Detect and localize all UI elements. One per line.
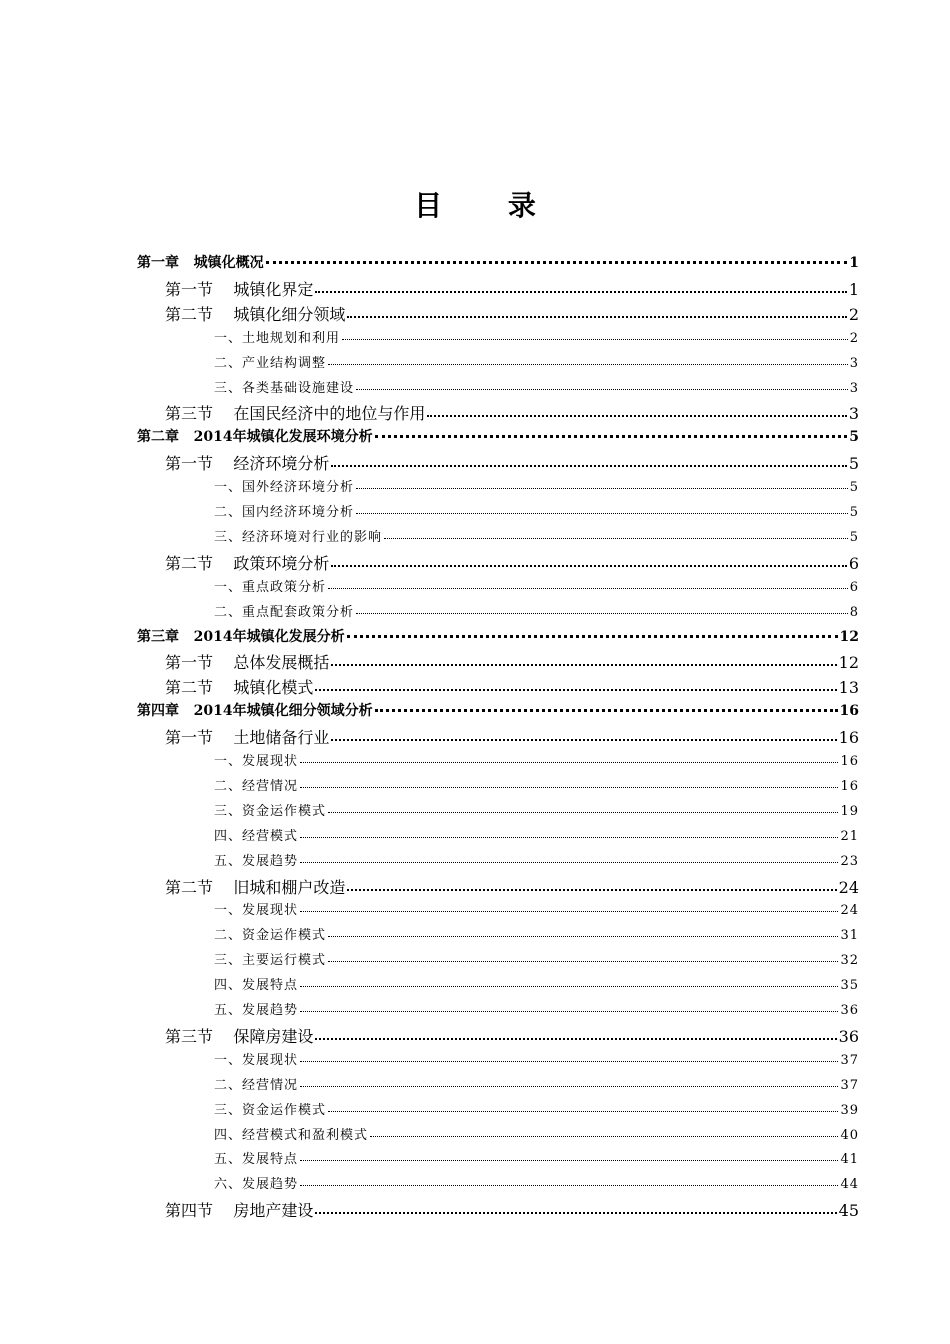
toc-dot-leader bbox=[328, 1110, 838, 1112]
toc-page-number: 5 bbox=[849, 429, 859, 446]
toc-entry-label: 三、各类基础设施建设 bbox=[214, 380, 355, 396]
toc-dot-leader bbox=[427, 414, 846, 417]
toc-entry-level3[interactable] bbox=[214, 924, 859, 943]
toc-entry-level3[interactable] bbox=[214, 1124, 859, 1143]
toc-page-number: 3 bbox=[849, 355, 859, 371]
toc-entry-label: 三、经济环境对行业的影响 bbox=[214, 529, 383, 545]
toc-page-number: 6 bbox=[848, 553, 859, 573]
toc-page-number: 16 bbox=[838, 728, 859, 748]
toc-entry-level3[interactable] bbox=[214, 750, 859, 769]
toc-page-number: 24 bbox=[840, 903, 859, 919]
toc-entry-level2[interactable] bbox=[165, 650, 859, 673]
toc-entry-level3[interactable] bbox=[214, 1099, 859, 1118]
toc-dot-leader bbox=[328, 363, 848, 365]
toc-entry-label: 四、经营模式 bbox=[214, 828, 299, 844]
toc-entry-label: 第一节 土地储备行业 bbox=[165, 728, 330, 748]
toc-dot-leader bbox=[315, 290, 846, 293]
toc-page-number: 12 bbox=[839, 628, 859, 645]
toc-entry-level2[interactable] bbox=[165, 1198, 859, 1221]
toc-page-number: 16 bbox=[839, 703, 859, 720]
toc-entry-level3[interactable] bbox=[214, 1049, 859, 1068]
toc-entry-label: 第一节 经济环境分析 bbox=[165, 454, 330, 474]
toc-entry-label: 一、重点政策分析 bbox=[214, 579, 327, 595]
toc-entry-label: 第二章 2014年城镇化发展环境分析 bbox=[137, 429, 373, 446]
toc-entry-level2[interactable] bbox=[165, 277, 859, 300]
toc-dot-leader bbox=[384, 537, 848, 539]
toc-dot-leader bbox=[331, 464, 846, 467]
toc-entry-level3[interactable] bbox=[214, 775, 859, 794]
toc-entry-label: 第一节 总体发展概括 bbox=[165, 653, 330, 673]
toc-entry-label: 第二节 旧城和棚户改造 bbox=[165, 877, 346, 897]
toc-dot-leader bbox=[331, 564, 846, 567]
toc-entry-label: 第一章 城镇化概况 bbox=[137, 255, 264, 271]
toc-dot-leader bbox=[300, 1010, 838, 1012]
toc-page-number: 5 bbox=[849, 505, 859, 520]
toc-entry-label: 第一节 城镇化界定 bbox=[165, 279, 314, 299]
toc-entry-level2[interactable] bbox=[165, 1024, 859, 1047]
toc-entry-label: 二、产业结构调整 bbox=[214, 355, 327, 371]
toc-entry-level3[interactable] bbox=[214, 327, 859, 346]
toc-entry-level2[interactable] bbox=[165, 302, 859, 325]
toc-page-number: 19 bbox=[840, 803, 859, 819]
toc-dot-leader bbox=[300, 1060, 838, 1062]
toc-entry-label: 第三章 2014年城镇化发展分析 bbox=[137, 628, 345, 645]
toc-page-number: 23 bbox=[840, 853, 859, 869]
toc-entry-label: 三、资金运作模式 bbox=[214, 1102, 327, 1118]
toc-entry-level3[interactable] bbox=[214, 1173, 859, 1192]
toc-entry-label: 第二节 政策环境分析 bbox=[165, 553, 330, 573]
toc-page-number: 1 bbox=[849, 255, 859, 271]
toc-page-number: 5 bbox=[848, 454, 859, 474]
toc-entry-level2[interactable] bbox=[165, 551, 859, 574]
toc-page-number: 3 bbox=[849, 380, 859, 396]
toc-entry-level2[interactable] bbox=[165, 451, 859, 474]
toc-page-number: 31 bbox=[840, 928, 859, 944]
page-title: 目 录 bbox=[414, 189, 564, 222]
toc-entry-level3[interactable] bbox=[214, 377, 859, 396]
toc-entry-level3[interactable] bbox=[214, 601, 859, 620]
toc-entry-level1[interactable] bbox=[137, 626, 859, 646]
toc-dot-leader bbox=[356, 612, 848, 614]
toc-page-number: 5 bbox=[849, 480, 859, 496]
toc-dot-leader bbox=[300, 836, 838, 838]
toc-entry-label: 第二节 城镇化细分领域 bbox=[165, 304, 346, 324]
toc-page-number: 40 bbox=[840, 1127, 859, 1143]
toc-page-number: 39 bbox=[840, 1102, 859, 1118]
toc-entry-label: 第三节 在国民经济中的地位与作用 bbox=[165, 404, 426, 424]
toc-entry-label: 第四章 2014年城镇化细分领域分析 bbox=[137, 703, 373, 720]
toc-entry-label: 第四节 房地产建设 bbox=[165, 1201, 314, 1221]
toc-entry-level3[interactable] bbox=[214, 800, 859, 819]
toc-entry-level3[interactable] bbox=[214, 476, 859, 495]
toc-entry-label: 第三节 保障房建设 bbox=[165, 1026, 314, 1046]
toc-entry-label: 一、发展现状 bbox=[214, 903, 299, 919]
toc-dot-leader bbox=[356, 487, 848, 489]
toc-entry-label: 三、资金运作模式 bbox=[214, 803, 327, 819]
toc-dot-leader bbox=[375, 708, 838, 712]
toc-entry-label: 二、经营情况 bbox=[214, 1077, 299, 1093]
toc-page-number: 44 bbox=[840, 1177, 859, 1193]
toc-entry-label: 一、土地规划和利用 bbox=[214, 330, 341, 346]
toc-entry-label: 二、经营情况 bbox=[214, 778, 299, 794]
toc-entry-level2[interactable] bbox=[165, 875, 859, 898]
toc-dot-leader bbox=[347, 888, 836, 891]
toc-entry-level2[interactable] bbox=[165, 401, 859, 424]
toc-page-number: 8 bbox=[849, 604, 859, 620]
toc-entry-label: 二、重点配套政策分析 bbox=[214, 604, 355, 620]
toc-entry-level1[interactable] bbox=[137, 700, 859, 720]
toc-entry-level3[interactable] bbox=[214, 1148, 859, 1167]
toc-entry-level3[interactable] bbox=[214, 825, 859, 844]
toc-entry-level1[interactable] bbox=[137, 252, 859, 272]
toc-dot-leader bbox=[315, 688, 836, 691]
toc-dot-leader bbox=[347, 315, 846, 318]
toc-dot-leader bbox=[328, 811, 838, 813]
toc-dot-leader bbox=[315, 1211, 836, 1214]
toc-dot-leader bbox=[331, 738, 836, 741]
toc-dot-leader bbox=[300, 786, 838, 788]
toc-entry-level3[interactable] bbox=[214, 501, 859, 520]
toc-entry-level3[interactable] bbox=[214, 352, 859, 371]
toc-entry-level3[interactable] bbox=[214, 974, 859, 993]
toc-dot-leader bbox=[300, 861, 838, 863]
toc-page-number: 35 bbox=[840, 978, 859, 994]
toc-entry-label: 五、发展趋势 bbox=[214, 853, 299, 869]
toc-dot-leader bbox=[356, 388, 848, 390]
toc-page-number: 36 bbox=[838, 1026, 859, 1046]
toc-entry-label: 五、发展特点 bbox=[214, 1152, 299, 1168]
toc-dot-leader bbox=[342, 338, 848, 340]
toc-entry-level2[interactable] bbox=[165, 725, 859, 748]
toc-dot-leader bbox=[300, 761, 838, 763]
toc-entry-label: 一、发展现状 bbox=[214, 1052, 299, 1068]
toc-entry-label: 一、国外经济环境分析 bbox=[214, 480, 355, 496]
toc-page-number: 13 bbox=[838, 678, 859, 698]
toc-dot-leader bbox=[375, 434, 848, 438]
toc-page-number: 16 bbox=[840, 778, 859, 794]
toc-entry-level3[interactable] bbox=[214, 999, 859, 1018]
toc-entry-label: 五、发展趋势 bbox=[214, 1003, 299, 1018]
toc-page-number: 21 bbox=[840, 828, 859, 844]
toc-entry-level3[interactable] bbox=[214, 526, 859, 545]
toc-dot-leader bbox=[370, 1135, 838, 1137]
toc-page-number: 5 bbox=[849, 529, 859, 545]
toc-entry-label: 三、主要运行模式 bbox=[214, 953, 327, 969]
toc-page-number: 12 bbox=[838, 653, 859, 673]
toc-page-number: 45 bbox=[838, 1201, 859, 1221]
toc-dot-leader bbox=[300, 1085, 838, 1087]
toc-entry-level3[interactable] bbox=[214, 850, 859, 869]
toc-page-number: 37 bbox=[840, 1052, 859, 1068]
toc-page-number: 32 bbox=[840, 953, 859, 969]
toc-entry-level3[interactable] bbox=[214, 949, 859, 968]
toc-dot-leader bbox=[300, 1159, 838, 1161]
toc-page-number: 1 bbox=[848, 279, 859, 299]
toc-entry-label: 四、发展特点 bbox=[214, 978, 299, 994]
toc-entry-label: 四、经营模式和盈利模式 bbox=[214, 1127, 369, 1143]
toc-dot-leader bbox=[300, 910, 838, 912]
toc-entry-label: 六、发展趋势 bbox=[214, 1177, 299, 1193]
toc-dot-leader bbox=[300, 985, 838, 987]
toc-page-number: 2 bbox=[848, 304, 859, 324]
toc-entry-level3[interactable] bbox=[214, 1074, 859, 1093]
toc-page-number: 37 bbox=[840, 1077, 859, 1093]
toc-page-number: 36 bbox=[840, 1003, 859, 1018]
toc-entry-label: 一、发展现状 bbox=[214, 754, 299, 769]
toc-entry-label: 二、资金运作模式 bbox=[214, 928, 327, 944]
toc-entry-label: 第二节 城镇化模式 bbox=[165, 678, 314, 698]
toc-dot-leader bbox=[266, 260, 848, 264]
toc-dot-leader bbox=[347, 634, 838, 638]
toc-dot-leader bbox=[315, 1037, 836, 1040]
toc-page-number: 24 bbox=[838, 877, 859, 897]
toc-entry-level1[interactable] bbox=[137, 426, 859, 446]
toc-entry-level3[interactable] bbox=[214, 576, 859, 595]
toc-page-number: 6 bbox=[849, 579, 859, 595]
toc-page-number: 41 bbox=[840, 1152, 859, 1168]
toc-entry-label: 二、国内经济环境分析 bbox=[214, 505, 355, 520]
toc-dot-leader bbox=[328, 587, 848, 589]
toc-dot-leader bbox=[328, 935, 838, 937]
toc-dot-leader bbox=[331, 663, 836, 666]
toc-entry-level2[interactable] bbox=[165, 675, 859, 698]
toc-page-number: 2 bbox=[849, 330, 859, 346]
toc-page-number: 3 bbox=[848, 404, 859, 424]
toc-dot-leader bbox=[300, 1184, 838, 1186]
toc-dot-leader bbox=[356, 512, 848, 514]
toc-dot-leader bbox=[328, 960, 838, 962]
toc-page-number: 16 bbox=[840, 754, 859, 769]
toc-entry-level3[interactable] bbox=[214, 899, 859, 918]
